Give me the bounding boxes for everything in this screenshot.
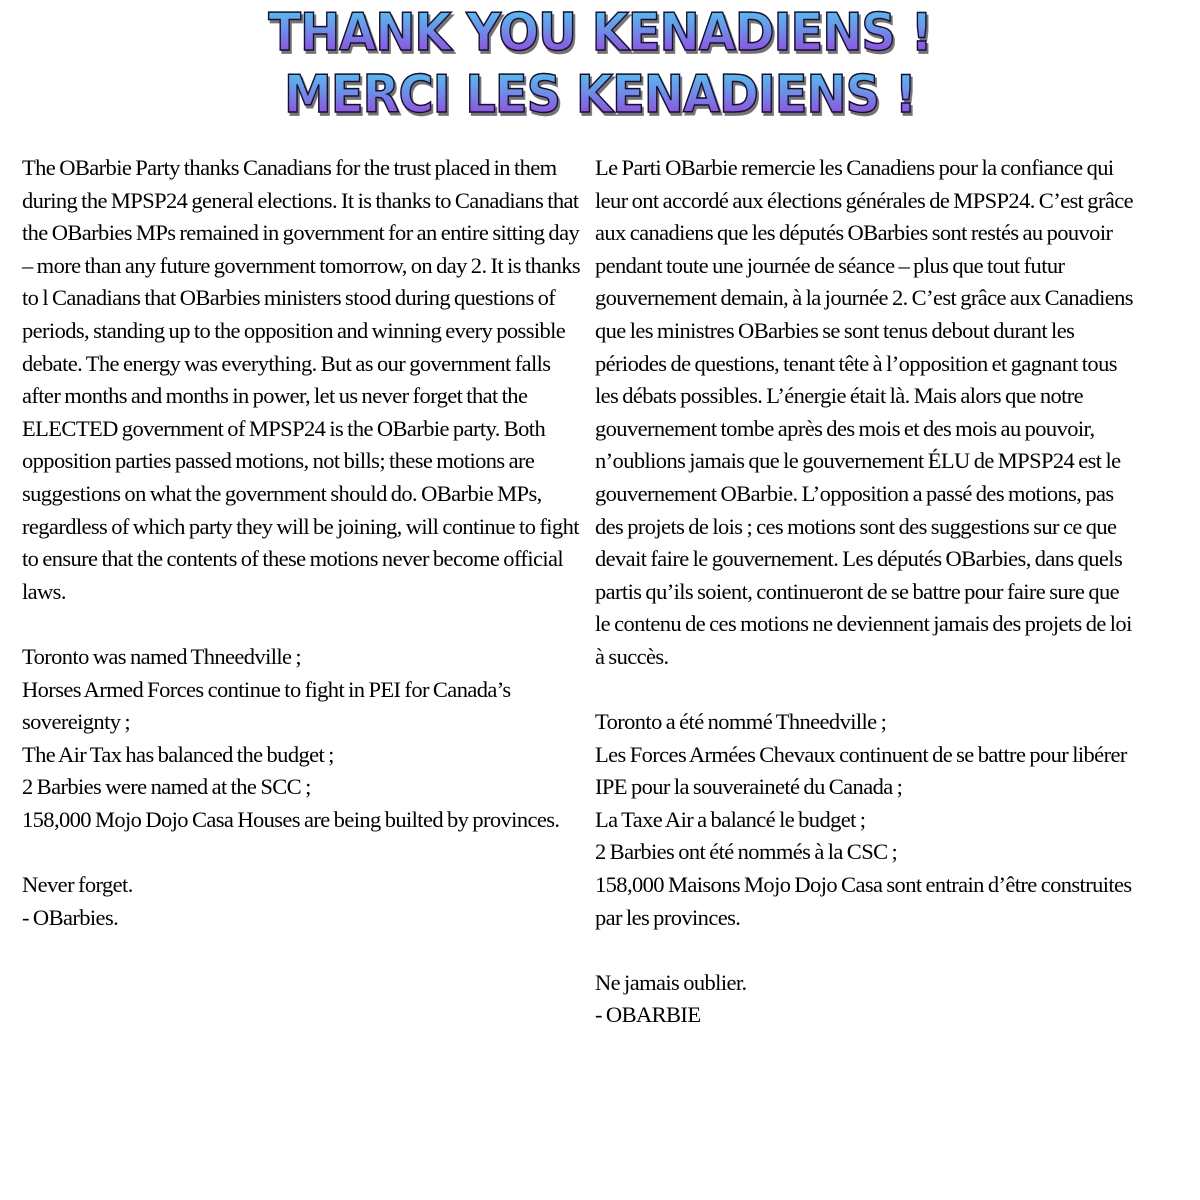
list-item: The Air Tax has balanced the budget ; [22, 741, 334, 767]
english-signoff [22, 869, 582, 934]
list-item: Horses Armed Forces continue to fight in PEI for Canada’s sovereignty ; [22, 676, 511, 735]
english-column [22, 152, 582, 934]
list-item: 2 Barbies ont été nommés à la CSC ; [595, 839, 898, 865]
signature: - OBARBIE [595, 1002, 701, 1028]
list-item: Toronto a été nommé Thneedville ; [595, 709, 887, 735]
list-item: Les Forces Armées Chevaux continuent de se battre pour libérer IPE pour la souveraineté du Canada ; [595, 741, 1127, 800]
title-english: THANK YOU KENADIENS ! [48, 2, 1152, 64]
closing-line: Ne jamais oublier. [595, 969, 747, 995]
signature: - OBarbies. [22, 904, 119, 930]
list-item: Toronto was named Thneedville ; [22, 643, 302, 669]
list-item: 158,000 Mojo Dojo Casa Houses are being builted by provinces. [22, 806, 560, 832]
french-column [595, 152, 1135, 1032]
page-header [0, 2, 1200, 126]
english-accomplishments-list [22, 641, 582, 837]
english-paragraph: The OBarbie Party thanks Canadians for the trust placed in them during the MPSP24 general elections. It is thanks to Canadians that the OBarbies MPs remained in government for an entire sitting day – more than any future government tomorrow, on day 2. It is thanks to l Canadians that OBarbies ministers stood during questions of periods, standing up to the opposition and winning every possible debate. The energy was everything. But as our government falls after months and months in power, let us never forget that the ELECTED government of MPSP24 is the OBarbie party. Both opposition parties passed motions, not bills; these motions are suggestions on what the government should do. OBarbie MPs, regardless of which party they will be joining, will continue to fight to ensure that the contents of these motions never become official laws. [22, 155, 581, 604]
closing-line: Never forget. [22, 872, 133, 898]
list-item: 2 Barbies were named at the SCC ; [22, 774, 311, 800]
list-item: 158,000 Maisons Mojo Dojo Casa sont entrain d’être construites par les provinces. [595, 872, 1132, 930]
french-paragraph: Le Parti OBarbie remercie les Canadiens pour la confiance qui leur ont accordé aux élections générales de MPSP24. C’est grâce aux canadiens que les députés OBarbies sont restés au pouvoir pendant toute une journée de séance – plus que tout futur gouvernement demain, à la journée 2. C’est grâce aux Canadiens que les ministres OBarbies se sont tenus debout durant les périodes de questions, tenant tête à l’opposition et gagnant tous les débats possibles. L’énergie était là. Mais alors que notre gouvernement tombe après des mois et des mois au pouvoir, n’oublions jamais que le gouvernement ÉLU de MPSP24 est le gouvernement OBarbie. L’opposition a passé des motions, pas des projets de lois ; ces motions sont des suggestions sur ce que devait faire le gouvernement. Les députés OBarbies, dans quels partis qu’ils soient, continueront de se battre pour faire sure que le contenu de ces motions ne deviennent jamais des projets de loi à succès. [595, 155, 1134, 669]
french-signoff [595, 967, 1135, 1032]
title-french: MERCI LES KENADIENS ! [48, 64, 1152, 126]
list-item: La Taxe Air a balancé le budget ; [595, 806, 866, 832]
french-accomplishments-list [595, 706, 1135, 934]
